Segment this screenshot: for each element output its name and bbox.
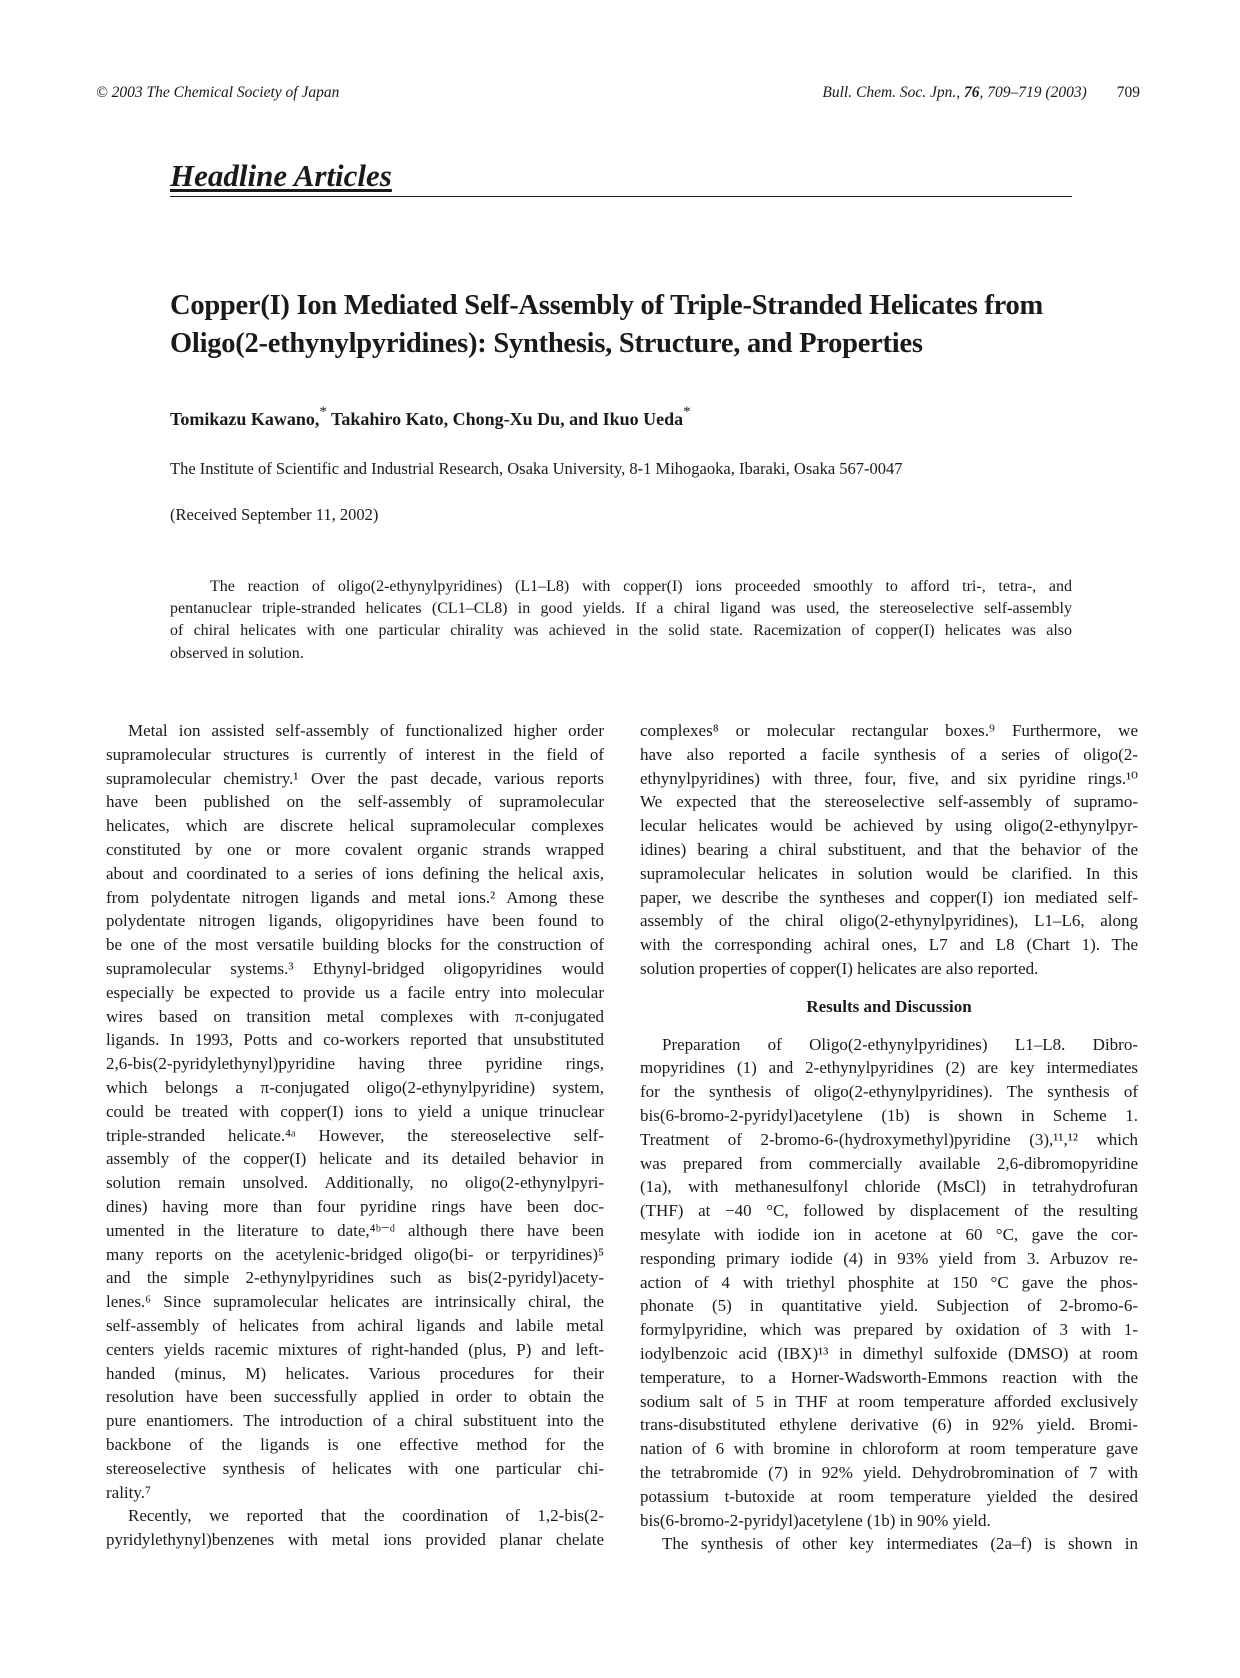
body-line: resolution have been successfully applied in order to obtain the xyxy=(106,1387,604,1407)
body-line: be one of the most versatile building blocks for the construction of xyxy=(106,935,604,955)
body-line: mopyridines (1) and 2-ethynylpyridines (2) are key intermediates xyxy=(640,1058,1138,1078)
body-line: phonate (5) in quantitative yield. Subjection of 2-bromo-6- xyxy=(640,1296,1138,1316)
body-line: supramolecular systems.³ Ethynyl-bridged oligopyridines would xyxy=(106,958,604,978)
body-line: could be treated with copper(I) ions to yield a unique trinuclear xyxy=(106,1101,604,1121)
body-line: solution remain unsolved. Additionally, no oligo(2-ethynylpyri- xyxy=(106,1173,604,1193)
body-line: formylpyridine, which was prepared by oxidation of 3 with 1- xyxy=(640,1320,1138,1340)
title-line: Oligo(2-ethynylpyridines): Synthesis, Structure, and Properties xyxy=(170,328,923,359)
body-line: bis(6-bromo-2-pyridyl)acetylene (1b) in 90% yield. xyxy=(640,1510,991,1530)
running-head xyxy=(96,84,1140,106)
body-line: lecular helicates would be achieved by using oligo(2-ethynylpyr- xyxy=(640,816,1138,836)
body-line: rality.⁷ xyxy=(106,1482,151,1502)
body-line: have been published on the self-assembly of supramolecular xyxy=(106,792,604,812)
body-line: supramolecular chemistry.¹ Over the past decade, various reports xyxy=(106,768,604,788)
body-line: from polydentate nitrogen ligands and metal ions.² Among these xyxy=(106,887,604,907)
author-names: Takahiro Kato, Chong-Xu Du, and Ikuo Ueda xyxy=(326,409,684,429)
body-line: which belongs a π-conjugated oligo(2-ethynylpyridine) system, xyxy=(106,1077,604,1097)
body-line: solution properties of copper(I) helicates are also reported. xyxy=(640,958,1039,978)
body-line: sodium salt of 5 in THF at room temperature afforded exclusively xyxy=(640,1391,1138,1411)
body-line: trans-disubstituted ethylene derivative (6) in 92% yield. Bromi- xyxy=(640,1415,1138,1435)
body-line: Metal ion assisted self-assembly of functionalized higher order xyxy=(128,721,604,740)
body-line: constituted by one or more covalent organic strands wrapped xyxy=(106,839,604,859)
body-line: (1a), with methanesulfonyl chloride (MsCl) in tetrahydrofuran xyxy=(640,1177,1138,1197)
section-heading-text: Headline Articles xyxy=(170,158,392,193)
body-line: Recently, we reported that the coordination of 1,2-bis(2- xyxy=(128,1506,604,1526)
section-gap xyxy=(640,1019,1138,1033)
page-number: 709 xyxy=(1116,84,1140,101)
body-line: pyridylethynyl)benzenes with metal ions provided planar chelate xyxy=(106,1530,604,1550)
body-line: responding primary iodide (4) in 93% yield from 3. Arbuzov re- xyxy=(640,1248,1138,1268)
author-name: Tomikazu Kawano, xyxy=(170,409,320,429)
journal-prefix: Bull. Chem. Soc. Jpn., xyxy=(822,84,965,101)
body-line: bis(6-bromo-2-pyridyl)acetylene (1b) is shown in Scheme 1. xyxy=(640,1105,1138,1125)
title-line: Copper(I) Ion Mediated Self-Assembly of Triple-Stranded Helicates from xyxy=(170,290,1044,321)
body-line: triple-stranded helicate.⁴ᵃ However, the stereoselective self- xyxy=(106,1125,604,1145)
body-line: especially be expected to provide us a facile entry into molecular xyxy=(106,982,604,1002)
abstract xyxy=(170,576,1072,665)
body-line: dines) having more than four pyridine rings have been doc- xyxy=(106,1196,604,1216)
abstract-line: of chiral helicates with one particular chirality was achieved in the solid state. Racemization of copper(I) helicates was also xyxy=(170,622,1072,640)
body-line: Treatment of 2-bromo-6-(hydroxymethyl)pyridine (3),¹¹,¹² which xyxy=(640,1129,1138,1149)
body-line: action of 4 with triethyl phosphite at 150 °C gave the phos- xyxy=(640,1272,1138,1292)
body-line: 2,6-bis(2-pyridylethynyl)pyridine having three pyridine rings, xyxy=(106,1054,604,1074)
body-line: stereoselective synthesis of helicates with one particular chi- xyxy=(106,1458,604,1478)
body-line: with the corresponding achiral ones, L7 and L8 (Chart 1). The xyxy=(640,935,1138,955)
abstract-line: observed in solution. xyxy=(170,644,304,662)
body-line: assembly of the copper(I) helicate and its detailed behavior in xyxy=(106,1149,604,1169)
journal-pages: , 709–719 (2003) xyxy=(979,84,1087,101)
body-line: wires based on transition metal complexes with π-conjugated xyxy=(106,1006,604,1026)
body-line: mesylate with iodide ion in acetone at 60 °C, gave the cor- xyxy=(640,1224,1138,1244)
article-title xyxy=(170,287,1090,363)
abstract-line: pentanuclear triple-stranded helicates (CL1–CL8) in good yields. If a chiral ligand was used, the stereoselective self-assembly xyxy=(170,600,1072,618)
body-line: and the simple 2-ethynylpyridines such as bis(2-pyridyl)acety- xyxy=(106,1268,604,1288)
body-line: We expected that the stereoselective self-assembly of supramo- xyxy=(640,792,1138,812)
body-line: backbone of the ligands is one effective method for the xyxy=(106,1434,604,1454)
body-line: The synthesis of other key intermediates (2a–f) is shown in xyxy=(662,1534,1138,1554)
body-line: have also reported a facile synthesis of a series of oligo(2- xyxy=(640,744,1138,764)
left-column xyxy=(106,719,604,1552)
section-heading xyxy=(170,156,1072,197)
section-gap xyxy=(640,981,1138,995)
body-line: was prepared from commercially available 2,6-dibromopyridine xyxy=(640,1153,1138,1173)
body-line: supramolecular structures is currently of interest in the field of xyxy=(106,744,604,764)
body-line: (THF) at −40 °C, followed by displacement of the resulting xyxy=(640,1201,1138,1221)
body-line: handed (minus, M) helicates. Various procedures for their xyxy=(106,1363,604,1383)
affiliation: The Institute of Scientific and Industrial Research, Osaka University, 8-1 Mihogaoka, Ibaraki, Osaka 567-0047 xyxy=(170,459,903,478)
body-line: ethynylpyridines) with three, four, five, and six pyridine rings.¹⁰ xyxy=(640,768,1138,788)
body-line: idines) bearing a chiral substituent, and that the behavior of the xyxy=(640,839,1138,859)
received-date: (Received September 11, 2002) xyxy=(170,505,379,524)
body-line: iodylbenzoic acid (IBX)¹³ in dimethyl sulfoxide (DMSO) at room xyxy=(640,1343,1138,1363)
right-column xyxy=(640,719,1138,1556)
body-line: lenes.⁶ Since supramolecular helicates are intrinsically chiral, the xyxy=(106,1292,604,1312)
subsection-heading: Results and Discussion xyxy=(806,996,972,1016)
body-line: paper, we describe the syntheses and copper(I) ion mediated self- xyxy=(640,887,1138,907)
body-line: ligands. In 1993, Potts and co-workers reported that unsubstituted xyxy=(106,1030,604,1050)
body-line: pure enantiomers. The introduction of a chiral substituent into the xyxy=(106,1411,604,1431)
body-line: nation of 6 with bromine in chloroform at room temperature gave xyxy=(640,1439,1138,1459)
body-line: self-assembly of helicates from achiral ligands and labile metal xyxy=(106,1315,604,1335)
body-line: umented in the literature to date,⁴ᵇ⁻ᵈ although there have been xyxy=(106,1220,604,1240)
journal-citation xyxy=(822,84,1140,102)
corresponding-mark: * xyxy=(319,403,327,420)
journal-volume: 76 xyxy=(964,84,980,101)
body-line: the tetrabromide (7) in 92% yield. Dehydrobromination of 7 with xyxy=(640,1462,1138,1482)
body-line: helicates, which are discrete helical supramolecular complexes xyxy=(106,816,604,836)
body-line: polydentate nitrogen ligands, oligopyridines have been found to xyxy=(106,911,604,931)
body-line: many reports on the acetylenic-bridged oligo(bi- or terpyridines)⁵ xyxy=(106,1244,604,1264)
corresponding-mark: * xyxy=(683,403,691,420)
author-list xyxy=(170,403,691,430)
body-line: Preparation of Oligo(2-ethynylpyridines) L1–L8. Dibro- xyxy=(662,1034,1138,1054)
body-line: for the synthesis of oligo(2-ethynylpyridines). The synthesis of xyxy=(640,1082,1138,1102)
body-line: about and coordinated to a series of ions defining the helical axis, xyxy=(106,863,604,883)
abstract-line: The reaction of oligo(2-ethynylpyridines) (L1–L8) with copper(I) ions proceeded smoothly to afford tri-, tetra-, and xyxy=(210,578,1072,595)
body-line: temperature, to a Horner-Wadsworth-Emmons reaction with the xyxy=(640,1367,1138,1387)
copyright-line: © 2003 The Chemical Society of Japan xyxy=(96,84,340,101)
body-line: assembly of the chiral oligo(2-ethynylpyridines), L1–L6, along xyxy=(640,911,1138,931)
body-line: potassium t-butoxide at room temperature yielded the desired xyxy=(640,1486,1138,1506)
body-line: supramolecular helicates in solution would be clarified. In this xyxy=(640,863,1138,883)
body-line: complexes⁸ or molecular rectangular boxes.⁹ Furthermore, we xyxy=(640,721,1138,740)
body-line: centers yields racemic mixtures of right-handed (plus, P) and left- xyxy=(106,1339,604,1359)
